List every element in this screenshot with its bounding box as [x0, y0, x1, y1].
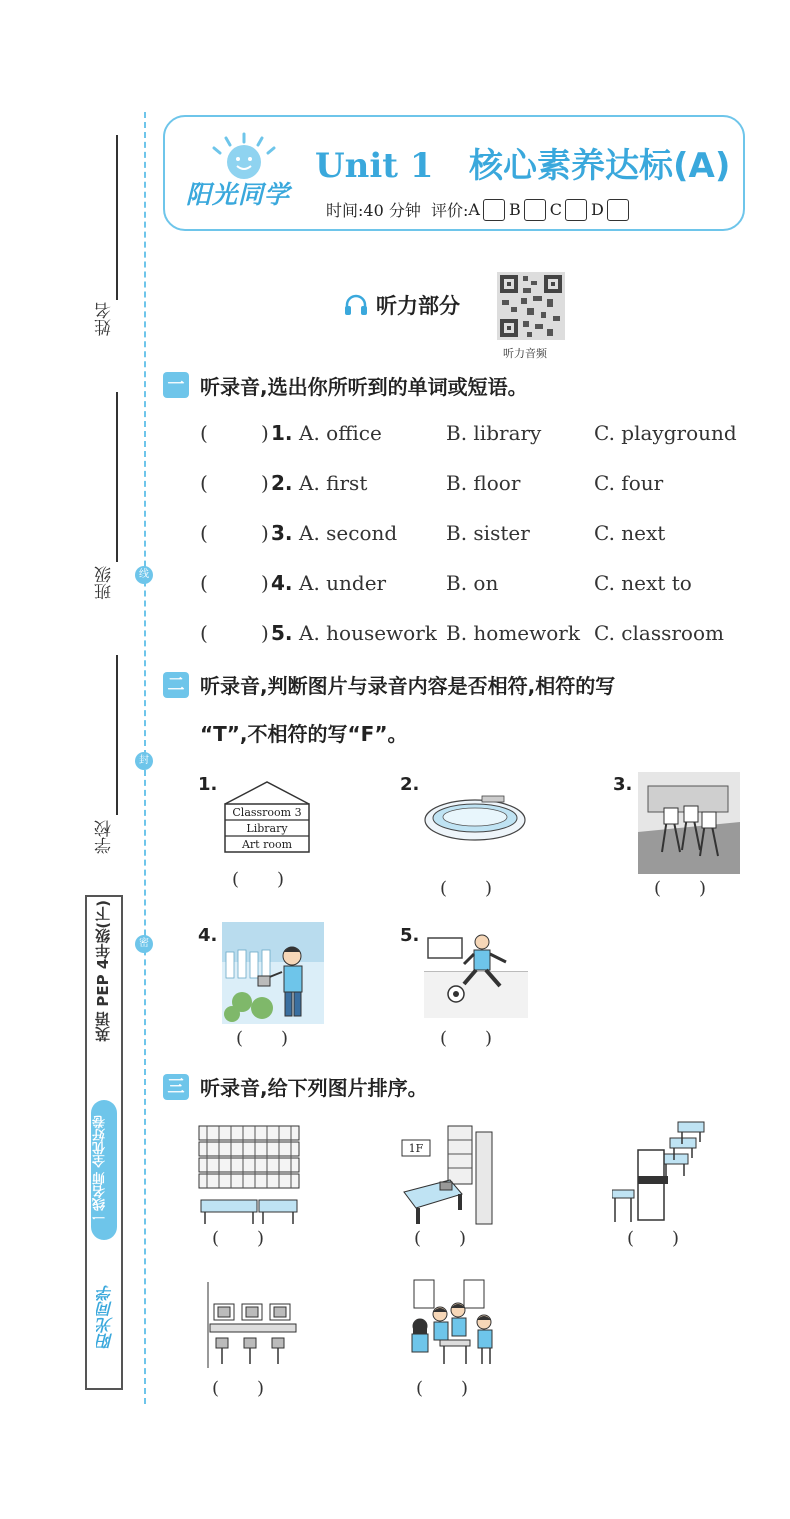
title-unit: Unit 1 [315, 146, 434, 186]
picture-number: 4. [198, 925, 218, 946]
answer-paren-close: ) [261, 421, 269, 445]
answer-parens[interactable]: ( ) [212, 1228, 265, 1249]
classroom-students-picture [400, 1276, 504, 1368]
grade-a-box[interactable] [483, 199, 505, 221]
option-c: C. classroom [594, 621, 724, 645]
section2-badge: 二 [163, 672, 189, 698]
listening-title: 听力部分 [376, 294, 460, 318]
answer-parens[interactable]: ( ) [416, 1378, 469, 1399]
option-a: A. office [299, 421, 382, 445]
headphones-icon [342, 291, 370, 319]
answer-parens[interactable]: ( ) [236, 1028, 289, 1049]
question-number: 1. [271, 421, 293, 445]
answer-paren-open[interactable]: ( [200, 521, 208, 545]
brand-logo: 阳光同学 [186, 180, 291, 209]
grade-b: B [508, 200, 521, 219]
question-number: 5. [271, 621, 293, 645]
option-b: B. homework [446, 621, 580, 645]
picture-number: 5. [400, 925, 420, 946]
option-b: B. on [446, 571, 499, 595]
header-meta [326, 198, 633, 221]
soccer-picture [424, 932, 528, 1018]
option-b: B. floor [446, 471, 521, 495]
grade-b-box[interactable] [524, 199, 546, 221]
library-picture [197, 1122, 301, 1226]
answer-paren-open[interactable]: ( [200, 621, 208, 645]
picture-number: 3. [613, 774, 633, 795]
answer-parens[interactable]: ( ) [440, 878, 493, 899]
qr-caption: 听力音频 [503, 347, 547, 360]
spine-grade: 英语 PEP 4年级(下) [94, 900, 112, 1042]
grade-a: A [468, 200, 480, 219]
answer-parens[interactable]: ( ) [654, 878, 707, 899]
bind-mark-seal: 封 [135, 752, 153, 770]
answer-paren-open[interactable]: ( [200, 471, 208, 495]
floor-sign: 1F [408, 1142, 424, 1155]
grade-c-box[interactable] [565, 199, 587, 221]
question-number: 2. [271, 471, 293, 495]
garden-picture [222, 922, 324, 1024]
computer-room-picture [198, 1282, 298, 1368]
option-c: C. next [594, 521, 666, 545]
section3-badge: 三 [163, 1074, 189, 1100]
option-b: B. library [446, 421, 542, 445]
bind-mark-tight: 密 [135, 935, 153, 953]
section2-title-line1: 听录音,判断图片与录音内容是否相符,相符的写 [200, 674, 616, 698]
option-c: C. four [594, 471, 664, 495]
class-label: 班级 [95, 566, 115, 600]
section1-badge: 一 [163, 372, 189, 398]
question-number: 4. [271, 571, 293, 595]
grade-d: D [591, 200, 604, 219]
time-label: 时间:40 分钟 [326, 201, 421, 220]
answer-parens[interactable]: ( ) [627, 1228, 680, 1249]
first-floor-office-picture [400, 1122, 494, 1226]
option-c: C. playground [594, 421, 737, 445]
floor-label: Library [246, 822, 288, 835]
bind-mark-line: 线 [135, 566, 153, 584]
picture-number: 1. [198, 774, 218, 795]
section3-title: 听录音,给下列图片排序。 [200, 1076, 428, 1100]
option-a: A. first [299, 471, 368, 495]
grade-label: 评价: [431, 201, 469, 220]
answer-paren-open[interactable]: ( [200, 421, 208, 445]
name-line [116, 135, 118, 300]
question-number: 3. [271, 521, 293, 545]
listening-heading [342, 290, 460, 320]
answer-parens[interactable]: ( ) [212, 1378, 265, 1399]
spine-series: 一线名师 全优好卷 [93, 1115, 108, 1225]
section2-title-line2: “T”,不相符的写“F”。 [200, 722, 408, 746]
grade-d-box[interactable] [607, 199, 629, 221]
answer-parens[interactable]: ( ) [414, 1228, 467, 1249]
section1-title: 听录音,选出你所听到的单词或短语。 [200, 375, 528, 399]
option-b: B. sister [446, 521, 530, 545]
option-c: C. next to [594, 571, 692, 595]
building-floors-picture [222, 780, 312, 856]
floor-label: Art room [241, 838, 293, 851]
grade-c: C [549, 200, 562, 219]
answer-parens[interactable]: ( ) [440, 1028, 493, 1049]
option-a: A. under [299, 571, 387, 595]
school-line [116, 655, 118, 815]
art-room-picture [638, 772, 740, 874]
answer-paren-close: ) [261, 621, 269, 645]
picture-number: 2. [400, 774, 420, 795]
answer-paren-close: ) [261, 521, 269, 545]
option-a: A. second [299, 521, 398, 545]
name-label: 姓名 [95, 302, 115, 336]
answer-paren-open[interactable]: ( [200, 571, 208, 595]
qr-code-icon[interactable] [497, 272, 565, 340]
answer-paren-close: ) [261, 471, 269, 495]
option-a: A. housework [299, 621, 437, 645]
page-title [315, 138, 730, 187]
answer-parens[interactable]: ( ) [232, 869, 285, 890]
music-room-picture [612, 1120, 716, 1226]
floor-label: Classroom 3 [232, 806, 302, 819]
answer-paren-close: ) [261, 571, 269, 595]
playground-picture [422, 790, 528, 850]
school-label: 学校 [95, 820, 115, 854]
title-cn: 核心素养达标(A) [469, 146, 731, 186]
spine-brand: 阳光同学 [96, 1285, 115, 1349]
class-line [116, 392, 118, 562]
